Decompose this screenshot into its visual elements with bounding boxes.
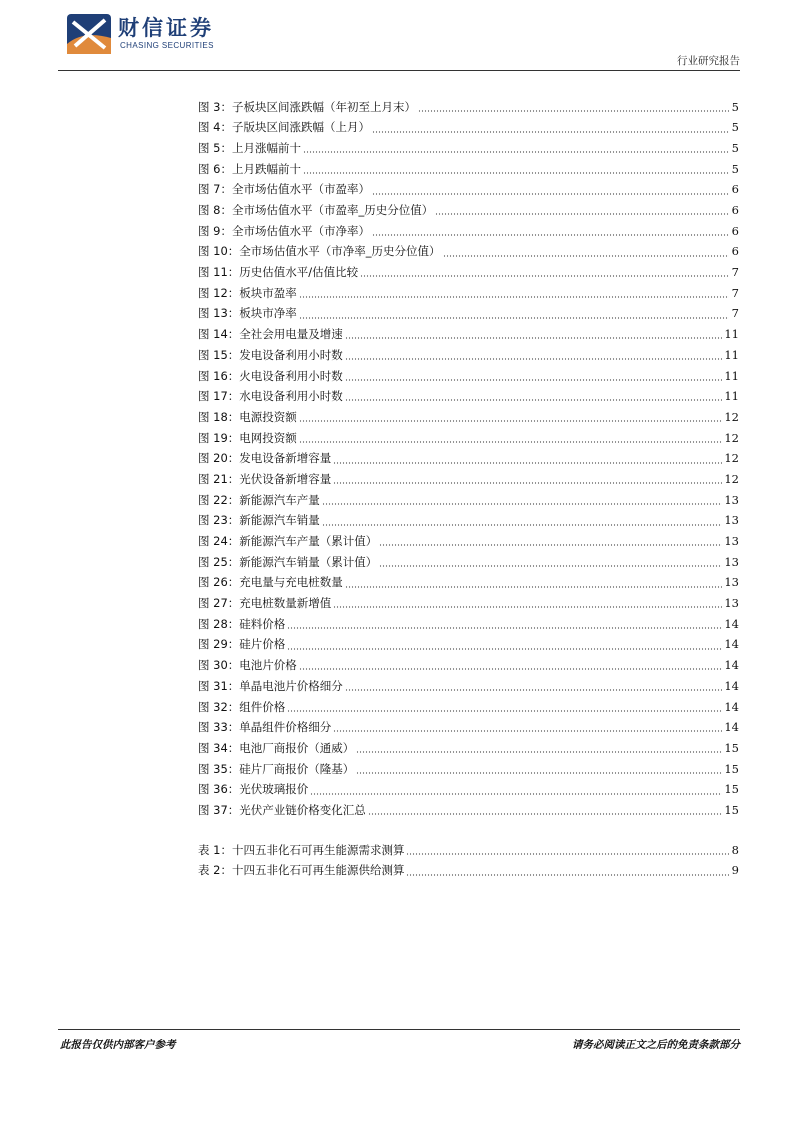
toc-dot-leader <box>287 710 722 712</box>
toc-entry-title: 图 13：板块市净率 <box>198 306 297 321</box>
toc-entry[interactable] <box>198 221 739 242</box>
toc-entry-page: 12 <box>724 430 739 445</box>
toc-entry[interactable] <box>198 738 739 759</box>
toc-entry-page: 12 <box>724 471 739 486</box>
toc-dot-leader <box>303 151 729 153</box>
toc-entry-title: 图 32：组件价格 <box>198 699 286 714</box>
toc-entry[interactable] <box>198 861 739 882</box>
toc-dot-leader <box>333 606 722 608</box>
toc-dot-leader <box>345 689 723 691</box>
toc-dot-leader <box>287 627 722 629</box>
toc-entry-page: 6 <box>731 244 739 259</box>
toc-entry-title: 图 16：火电设备利用小时数 <box>198 368 343 383</box>
toc-entry-title: 图 20：发电设备新增容量 <box>198 451 332 466</box>
toc-entry-title: 图 8：全市场估值水平（市盈率_历史分位值） <box>198 203 434 218</box>
toc-dot-leader <box>372 131 729 133</box>
toc-entry-page: 14 <box>724 658 739 673</box>
toc-entry-page: 14 <box>724 678 739 693</box>
header-divider <box>58 70 740 71</box>
toc-entry-title: 图 28：硅料价格 <box>198 616 286 631</box>
toc-entry[interactable] <box>198 697 739 718</box>
toc-entry[interactable] <box>198 118 739 139</box>
toc-entry[interactable] <box>198 200 739 221</box>
toc-entry-title: 图 22：新能源汽车产量 <box>198 492 320 507</box>
toc-entry-title: 图 31：单晶电池片价格细分 <box>198 678 343 693</box>
toc-entry-title: 图 15：发电设备利用小时数 <box>198 347 343 362</box>
brand-name-cn: 财信证券 <box>118 16 214 40</box>
toc-dot-leader <box>356 772 722 774</box>
toc-entry[interactable] <box>198 676 739 697</box>
toc-dot-leader <box>379 565 722 567</box>
toc-entry-title: 图 11：历史估值水平/估值比较 <box>198 265 359 280</box>
toc-dot-leader <box>345 358 723 360</box>
toc-dot-leader <box>299 668 723 670</box>
toc-entry-page: 15 <box>724 802 739 817</box>
toc-dot-leader <box>299 441 723 443</box>
toc-entry-title: 图 9：全市场估值水平（市净率） <box>198 223 370 238</box>
toc-entry-title: 图 3：子板块区间涨跌幅（年初至上月末） <box>198 99 416 114</box>
toc-entry-page: 14 <box>724 699 739 714</box>
toc-dot-leader <box>345 337 723 339</box>
toc-entry[interactable] <box>198 407 739 428</box>
toc-entry-title: 图 30：电池片价格 <box>198 658 297 673</box>
toc-entry[interactable] <box>198 511 739 532</box>
page-header <box>60 10 740 68</box>
toc-entry[interactable] <box>198 635 739 656</box>
toc-dot-leader <box>287 648 722 650</box>
toc-entry-page: 14 <box>724 720 739 735</box>
toc-entry-title: 图 33：单晶组件价格细分 <box>198 720 332 735</box>
toc-entry[interactable] <box>198 97 739 118</box>
toc-entry-page: 13 <box>724 554 739 569</box>
toc-dot-leader <box>372 193 729 195</box>
toc-dot-leader <box>443 255 729 257</box>
toc-entry[interactable] <box>198 614 739 635</box>
toc-dot-leader <box>322 524 723 526</box>
toc-entry-page: 13 <box>724 575 739 590</box>
toc-entry[interactable] <box>198 531 739 552</box>
toc-entry-title: 图 25：新能源汽车销量（累计值） <box>198 554 378 569</box>
toc-entry-page: 15 <box>724 761 739 776</box>
toc-entry[interactable] <box>198 138 739 159</box>
toc-entry-title: 图 29：硅片价格 <box>198 637 286 652</box>
toc-entry-page: 6 <box>731 182 739 197</box>
toc-entry-page: 7 <box>731 306 739 321</box>
toc-entry-page: 11 <box>724 327 739 342</box>
toc-entry[interactable] <box>198 469 739 490</box>
toc-entry[interactable] <box>198 159 739 180</box>
toc-entry[interactable] <box>198 759 739 780</box>
toc-entry-page: 8 <box>731 842 739 857</box>
toc-entry-title: 图 27：充电桩数量新增值 <box>198 596 332 611</box>
toc-entry-title: 表 2：十四五非化石可再生能源供给测算 <box>198 863 405 878</box>
toc-dot-leader <box>345 399 723 401</box>
toc-entry-page: 5 <box>731 161 739 176</box>
toc-entry-page: 12 <box>724 451 739 466</box>
toc-entry[interactable] <box>198 345 739 366</box>
toc-entry-page: 13 <box>724 596 739 611</box>
toc-entry-page: 11 <box>724 347 739 362</box>
toc-entry-title: 图 5：上月涨幅前十 <box>198 140 301 155</box>
toc-entry[interactable] <box>198 263 739 284</box>
toc-entry-page: 9 <box>731 863 739 878</box>
table-toc-list <box>198 840 739 881</box>
report-type: 行业研究报告 <box>677 55 740 67</box>
toc-entry[interactable] <box>198 283 739 304</box>
toc-entry-page: 5 <box>731 140 739 155</box>
toc-entry-title: 图 17：水电设备利用小时数 <box>198 389 343 404</box>
toc-entry-title: 图 26：充电量与充电桩数量 <box>198 575 343 590</box>
toc-entry-title: 图 12：板块市盈率 <box>198 285 297 300</box>
toc-entry-page: 5 <box>731 120 739 135</box>
toc-dot-leader <box>345 379 723 381</box>
toc-entry[interactable] <box>198 490 739 511</box>
toc-entry-title: 图 24：新能源汽车产量（累计值） <box>198 534 378 549</box>
toc-entry-title: 图 18：电源投资额 <box>198 409 297 424</box>
toc-dot-leader <box>333 482 722 484</box>
figure-toc-list <box>198 97 739 821</box>
toc-entry-title: 图 35：硅片厂商报价（隆基） <box>198 761 355 776</box>
toc-entry-page: 15 <box>724 782 739 797</box>
toc-entry-title: 图 10：全市场估值水平（市净率_历史分位值） <box>198 244 441 259</box>
toc-entry[interactable] <box>198 656 739 677</box>
toc-entry-title: 图 21：光伏设备新增容量 <box>198 471 332 486</box>
toc-dot-leader <box>368 813 723 815</box>
toc-entry-page: 6 <box>731 223 739 238</box>
toc-dot-leader <box>356 751 722 753</box>
toc-dot-leader <box>303 172 729 174</box>
toc-entry-title: 图 37：光伏产业链价格变化汇总 <box>198 802 366 817</box>
toc-entry-title: 表 1：十四五非化石可再生能源需求测算 <box>198 842 405 857</box>
toc-dot-leader <box>406 853 729 855</box>
toc-entry[interactable] <box>198 325 739 346</box>
toc-dot-leader <box>322 503 723 505</box>
toc-entry[interactable] <box>198 552 739 573</box>
toc-entry-page: 12 <box>724 409 739 424</box>
toc-dot-leader <box>418 110 729 112</box>
toc-entry[interactable] <box>198 387 739 408</box>
toc-entry[interactable] <box>198 242 739 263</box>
toc-entry-page: 13 <box>724 492 739 507</box>
brand-name-en: CHASING SECURITIES <box>120 41 214 50</box>
toc-entry-title: 图 14：全社会用电量及增速 <box>198 327 343 342</box>
toc-entry-title: 图 7：全市场估值水平（市盈率） <box>198 182 370 197</box>
toc-entry-page: 14 <box>724 637 739 652</box>
toc-entry-page: 11 <box>724 368 739 383</box>
toc-dot-leader <box>406 874 729 876</box>
toc-entry[interactable] <box>198 304 739 325</box>
footer-divider <box>58 1029 740 1030</box>
toc-entry[interactable] <box>198 594 739 615</box>
toc-dot-leader <box>345 586 723 588</box>
toc-entry-title: 图 19：电网投资额 <box>198 430 297 445</box>
toc-dot-leader <box>299 317 729 319</box>
toc-entry-page: 7 <box>731 285 739 300</box>
toc-entry-title: 图 23：新能源汽车销量 <box>198 513 320 528</box>
toc-dot-leader <box>333 462 722 464</box>
toc-entry[interactable] <box>198 800 739 821</box>
toc-entry[interactable] <box>198 840 739 861</box>
toc-entry[interactable] <box>198 780 739 801</box>
toc-entry[interactable] <box>198 366 739 387</box>
toc-entry[interactable] <box>198 573 739 594</box>
toc-dot-leader <box>435 213 729 215</box>
toc-entry-page: 7 <box>731 265 739 280</box>
toc-entry[interactable] <box>198 718 739 739</box>
toc-entry-page: 14 <box>724 616 739 631</box>
toc-entry[interactable] <box>198 428 739 449</box>
toc-dot-leader <box>299 296 729 298</box>
toc-dot-leader <box>372 234 729 236</box>
toc-dot-leader <box>379 544 722 546</box>
toc-dot-leader <box>299 420 723 422</box>
toc-entry[interactable] <box>198 449 739 470</box>
footer-disclaimer-right: 请务必阅读正文之后的免责条款部分 <box>572 1039 740 1051</box>
toc-dot-leader <box>310 793 722 795</box>
toc-entry-title: 图 6：上月跌幅前十 <box>198 161 301 176</box>
toc-entry-page: 13 <box>724 513 739 528</box>
toc-entry-page: 15 <box>724 740 739 755</box>
toc-entry-title: 图 36：光伏玻璃报价 <box>198 782 309 797</box>
toc-entry-title: 图 34：电池厂商报价（通威） <box>198 740 355 755</box>
toc-dot-leader <box>333 730 722 732</box>
toc-dot-leader <box>360 275 729 277</box>
toc-entry[interactable] <box>198 180 739 201</box>
toc-entry-page: 5 <box>731 99 739 114</box>
chasing-securities-logo-icon <box>65 12 113 56</box>
toc-entry-title: 图 4：子版块区间涨跌幅（上月） <box>198 120 370 135</box>
toc-entry-page: 11 <box>724 389 739 404</box>
toc-entry-page: 13 <box>724 534 739 549</box>
toc-entry-page: 6 <box>731 203 739 218</box>
footer-disclaimer-left: 此报告仅供内部客户参考 <box>60 1039 176 1051</box>
